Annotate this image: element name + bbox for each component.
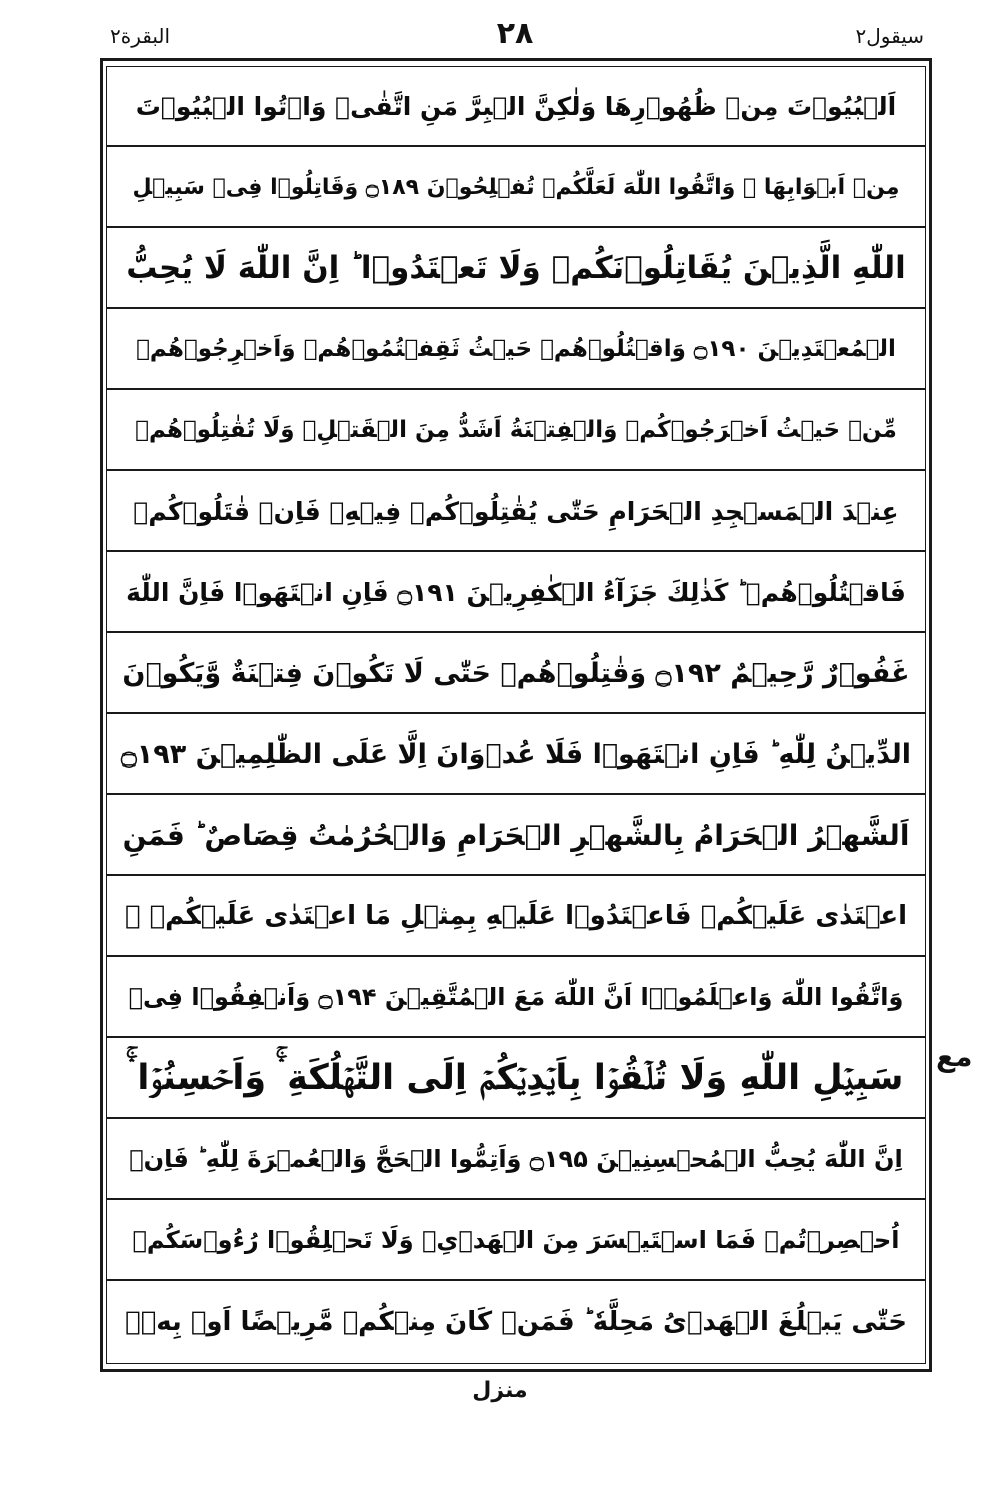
verse-lines <box>107 67 925 1363</box>
verse-line <box>107 796 925 876</box>
verse-line <box>107 553 925 633</box>
verse-text: اُحۡصِرۡتُمۡ فَمَا اسۡتَیۡسَرَ مِنَ الۡهَدۡیِۚ وَلَا تَحۡلِقُوۡا رُءُوۡسَكُمۡ <box>132 1226 900 1254</box>
verse-line <box>107 1039 925 1119</box>
verse-text: اعۡتَدٰی عَلَیۡكُمۡ فَاعۡتَدُوۡا عَلَیۡهِ بِمِثۡلِ مَا اعۡتَدٰی عَلَیۡكُمۡ ۪ <box>124 901 908 931</box>
verse-text: غَفُوۡرٌ رَّحِیۡمٌ ۝۱۹۲ وَقٰتِلُوۡهُمۡ حَتّٰی لَا تَكُوۡنَ فِتۡنَةٌ وَّیَكُوۡنَ <box>122 657 910 689</box>
verse-text: عِنۡدَ الۡمَسۡجِدِ الۡحَرَامِ حَتّٰی یُقٰتِلُوۡكُمۡ فِیۡهِۚ فَاِنۡ قٰتَلُوۡكُمۡ <box>133 496 899 526</box>
verse-text: اَلشَّهۡرُ الۡحَرَامُ بِالشَّهۡرِ الۡحَرَامِ وَالۡحُرُمٰتُ قِصَاصٌ ؕ فَمَنِ <box>122 818 910 852</box>
verse-text: سَبِیۡلِ اللّٰهِ وَلَا تُلۡقُوۡا بِاَیۡدِیۡكُمۡ اِلَی التَّهۡلُكَةِ ۛۚ وَاَحۡسِنُوۡا ۛۚ <box>128 1058 904 1098</box>
verse-text: اللّٰهِ الَّذِیۡنَ یُقَاتِلُوۡنَكُمۡ وَلَا تَعۡتَدُوۡا ؕ اِنَّ اللّٰهَ لَا یُحِبُّ <box>126 250 906 286</box>
verse-line <box>107 391 925 471</box>
verse-line <box>107 877 925 957</box>
manzil-footer: منزل <box>472 1378 528 1403</box>
verse-line <box>107 310 925 390</box>
verse-text: مِنۡ اَبۡوَابِهَا ۪ وَاتَّقُوا اللّٰهَ لَعَلَّكُمۡ تُفۡلِحُوۡنَ ۝۱۸۹ وَقَاتِلُوۡا فِیۡ سَبِیۡلِ <box>132 174 900 200</box>
verse-text: الۡمُعۡتَدِیۡنَ ۝۱۹۰ وَاقۡتُلُوۡهُمۡ حَیۡثُ ثَقِفۡتُمُوۡهُمۡ وَاَخۡرِجُوۡهُمۡ <box>136 336 896 362</box>
page-header <box>100 16 930 62</box>
verse-text: حَتّٰی یَبۡلُغَ الۡهَدۡیُ مَحِلَّهٗ ؕ فَمَنۡ كَانَ مِنۡكُمۡ مَّرِیۡضًا اَوۡ بِهٖۤ <box>124 1307 908 1337</box>
verse-line <box>107 67 925 147</box>
verse-line <box>107 958 925 1038</box>
para-name: سیقول۲ <box>855 24 924 48</box>
page-number: ۲۸ <box>496 16 534 51</box>
verse-line <box>107 148 925 228</box>
verse-line <box>107 1120 925 1200</box>
verse-line <box>107 472 925 552</box>
verse-line <box>107 229 925 309</box>
verse-text: فَاقۡتُلُوۡهُمۡ ؕ كَذٰلِكَ جَزَآءُ الۡكٰفِرِیۡنَ ۝۱۹۱ فَاِنِ انۡتَهَوۡا فَاِنَّ اللّٰهَ <box>126 577 906 607</box>
verse-line <box>107 634 925 714</box>
verse-text: مِّنۡ حَیۡثُ اَخۡرَجُوۡكُمۡ وَالۡفِتۡنَةُ اَشَدُّ مِنَ الۡقَتۡلِۚ وَلَا تُقٰتِلُوۡهُمۡ <box>135 417 897 443</box>
verse-text: الدِّیۡنُ لِلّٰهِ ؕ فَاِنِ انۡتَهَوۡا فَلَا عُدۡوَانَ اِلَّا عَلَی الظّٰلِمِیۡنَ ۝۱۹۳ <box>120 738 912 770</box>
surah-name: البقرة۲ <box>110 24 171 48</box>
verse-line <box>107 1201 925 1281</box>
ruku-margin-mark: مع <box>936 1040 973 1073</box>
verse-text: اِنَّ اللّٰهَ یُحِبُّ الۡمُحۡسِنِیۡنَ ۝۱۹۵ وَاَتِمُّوا الۡحَجَّ وَالۡعُمۡرَةَ لِلّٰهِ ؕ فَاِنۡ <box>129 1145 903 1173</box>
verse-line <box>107 715 925 795</box>
verse-line <box>107 1282 925 1362</box>
verse-text: اَلۡبُیُوۡتَ مِنۡ ظُهُوۡرِهَا وَلٰكِنَّ الۡبِرَّ مَنِ اتَّقٰیۚ وَاۡتُوا الۡبُیُوۡتَ <box>135 91 897 121</box>
verse-text: وَاتَّقُوا اللّٰهَ وَاعۡلَمُوۡۤا اَنَّ اللّٰهَ مَعَ الۡمُتَّقِیۡنَ ۝۱۹۴ وَاَنۡفِقُوۡا فِیۡ <box>128 983 904 1011</box>
text-frame <box>106 66 926 1364</box>
